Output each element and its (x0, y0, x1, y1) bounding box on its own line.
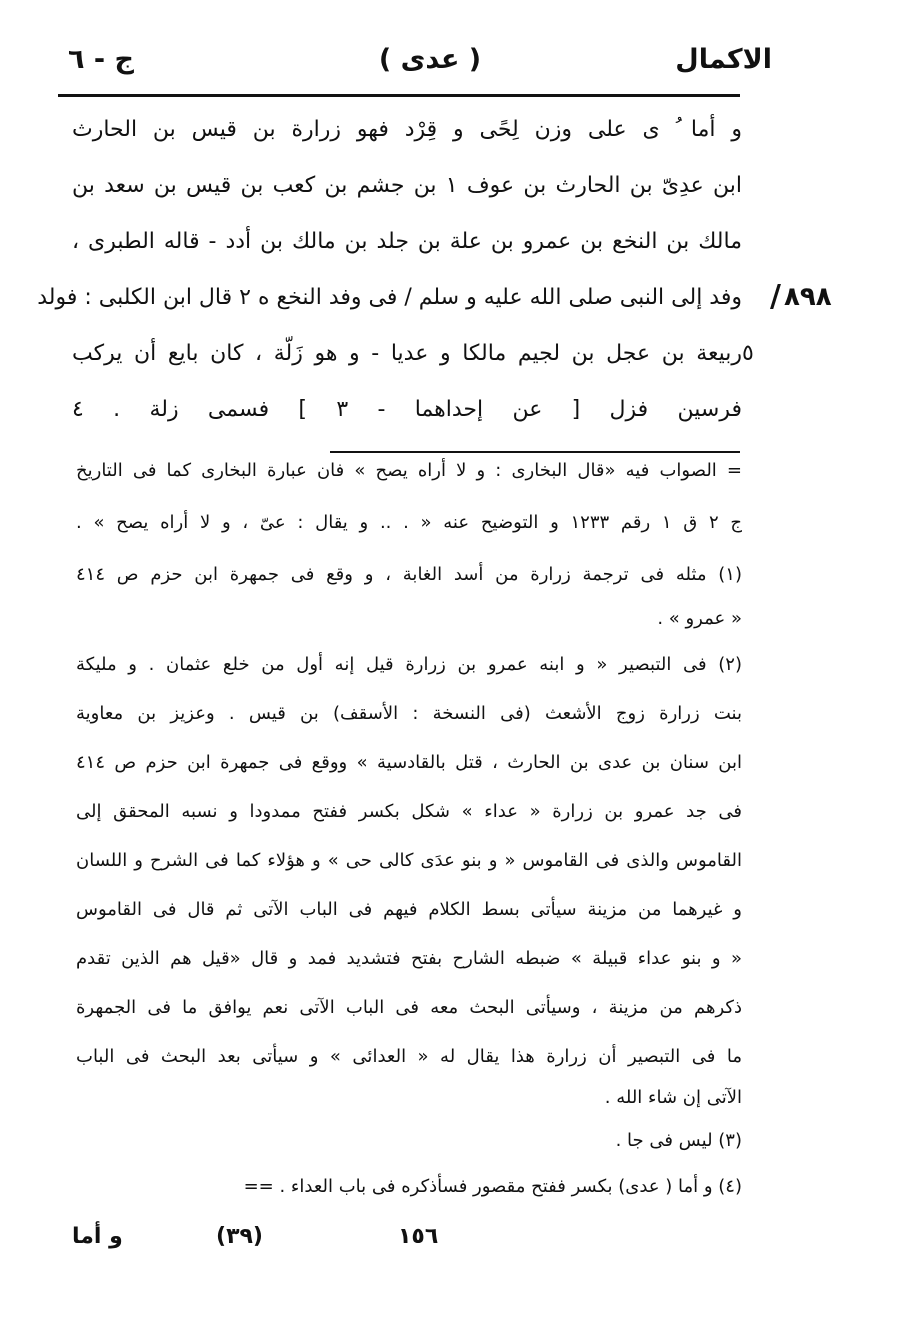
header-rule (58, 94, 740, 97)
footnote-line: الآتى إن شاء الله . (604, 1087, 742, 1108)
main-text-line: وفد إلى النبى صلى الله عليه و سلم / فى وفد النخع ه ٢ قال ابن الكلبى : فولد (37, 285, 742, 310)
main-text-line: فرسين فزل [ عن إحداهما - ٣ ] فسمى زلة . ٤ (72, 397, 742, 422)
footnote-line: ما فى التبصير أن زرارة هذا يقال له « العدائى » و سيأتى بعد البحث فى الباب (76, 1046, 742, 1067)
footnote-line: بنت زرارة زوج الأشعث (فى النسخة : الأسقف) بن قيس . وعزيز بن معاوية (76, 703, 742, 724)
footnote-line: « و بنو عداء قبيلة » ضبطه الشارح بفتح فتشديد فمد و قال «قيل هم الذين تقدم (76, 948, 742, 969)
footnote-line: (٢) فى التبصير « و ابنه عمرو بن زرارة قيل إنه أول من خلع عثمان . و مليكة (76, 654, 742, 675)
footnote-line: القاموس والذى فى القاموس « و بنو عدَى كالى حى » و هؤلاء كما فى الشرح و اللسان (76, 850, 742, 871)
main-text-line: و أما ُ ى على وزن لِحًى و قِرْد فهو زرارة بن قيس بن الحارث (72, 117, 742, 142)
catchword: و أما (72, 1224, 123, 1249)
running-title: الاكمال (675, 44, 772, 75)
footnote-line: « عمرو » . (657, 608, 742, 629)
footnote-line: (١) مثله فى ترجمة زرارة من أسد الغابة ، و وقع فى جمهرة ابن حزم ص ٤١٤ (76, 564, 742, 585)
footnote-line: ج ٢ ق ١ رقم ١٢٣٣ و التوضيح عنه « . .. و يقال : عىّ ، و لا أراه يصح » . (76, 512, 742, 533)
footnote-line: و غيرهما من مزينة سيأتى بسط الكلام فيهم فى الباب الآتى ثم قال فى القاموس (76, 899, 742, 920)
main-text-line: ابن عدِىّ بن الحارث بن عوف ١ بن جشم بن كعب بن قيس بن سعد بن (72, 173, 742, 198)
volume-number: ج - ٦ (68, 44, 134, 75)
footnote-line: (٤) و أما ( عدى) بكسر ففتح مقصور فسأذكره فى باب العداء . == (243, 1176, 742, 1197)
entry-heading: ( عدى ) (378, 44, 482, 75)
sequence-number: (٣٩) (216, 1224, 263, 1249)
margin-page-reference: ٨٩٨ (784, 282, 832, 312)
footnote-line: (٣) ليس فى جا . (615, 1130, 742, 1151)
footnote-separator (330, 451, 740, 453)
footnote-line: ابن سنان بن عدى بن الحارث ، قتل بالقادسية » ووقع فى جمهرة ابن حزم ص ٤١٤ (76, 752, 742, 773)
main-text-line: ربيعة بن عجل بن لجيم مالكا و عديا - و هو زَلّة ، كان بايع أن يركب (72, 341, 742, 366)
margin-line-number: ٥ (742, 341, 754, 366)
footnote-line: = الصواب فيه «قال البخارى : و لا أراه يصح » فان عبارة البخارى كما فى التاريخ (76, 460, 742, 481)
main-text-line: مالك بن النخع بن عمرو بن علة بن جلد بن مالك بن أدد - قاله الطبرى ، (72, 229, 742, 254)
page-number: ١٥٦ (398, 1224, 439, 1249)
footnote-line: ذكرهم من مزينة ، وسيأتى البحث معه فى الباب الآتى نعم يوافق ما فى الجمهرة (76, 997, 742, 1018)
margin-divider: / (770, 279, 781, 314)
footnote-line: فى جد عمرو بن زرارة « عداء » شكل بكسر ففتح ممدودا و نسبه المحقق إلى (76, 801, 742, 822)
